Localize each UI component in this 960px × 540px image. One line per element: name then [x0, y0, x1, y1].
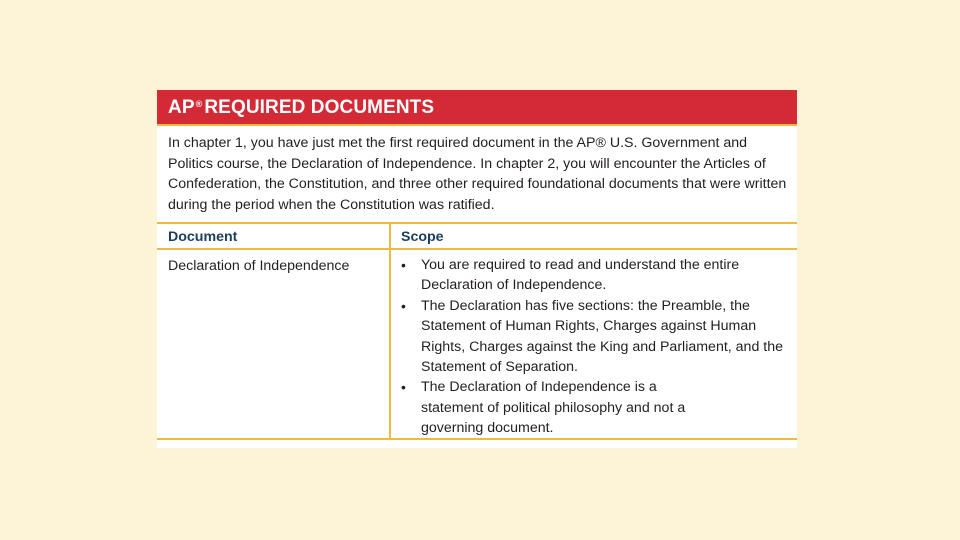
registered-mark: ®	[195, 99, 203, 109]
scope-item-text: The Declaration has five sections: the Preamble, the Statement of Human Rights, Charges against Human Rights, Charges against the King and Parliament, and the Statement of Separation.	[421, 297, 784, 376]
bullet-icon: •	[401, 379, 406, 396]
title-prefix: AP	[168, 97, 195, 118]
box-title	[168, 97, 434, 119]
header-row-rule	[157, 248, 797, 250]
scope-item-text: The Declaration of Independence is a statement of political philosophy and not a governing document.	[421, 379, 686, 437]
scope-item-text: You are required to read and understand the entire Declaration of Independence.	[421, 257, 740, 294]
scope-item	[401, 377, 793, 438]
required-documents-box	[157, 90, 797, 448]
bullet-icon: •	[401, 297, 406, 314]
scope-item	[401, 296, 793, 378]
column-heading-document: Document	[168, 229, 238, 245]
table-top-rule	[157, 222, 797, 224]
document-cell: Declaration of Independence	[168, 258, 350, 274]
table-bottom-rule	[157, 438, 797, 440]
column-divider	[389, 224, 391, 440]
column-heading-scope: Scope	[401, 229, 444, 245]
bullet-icon: •	[401, 257, 406, 273]
scope-list	[401, 255, 793, 439]
intro-paragraph: In chapter 1, you have just met the first required document in the AP® U.S. Government and Politics course, the Declaration of Independence. In chapter 2, you will encounter the Articles of Confederation, the Constitution, and three other required foundational documents that were written during the period when the Constitution was ratified.	[168, 135, 787, 213]
box-header	[157, 90, 797, 126]
scope-item	[401, 255, 793, 296]
title-rest: REQUIRED DOCUMENTS	[204, 97, 435, 118]
